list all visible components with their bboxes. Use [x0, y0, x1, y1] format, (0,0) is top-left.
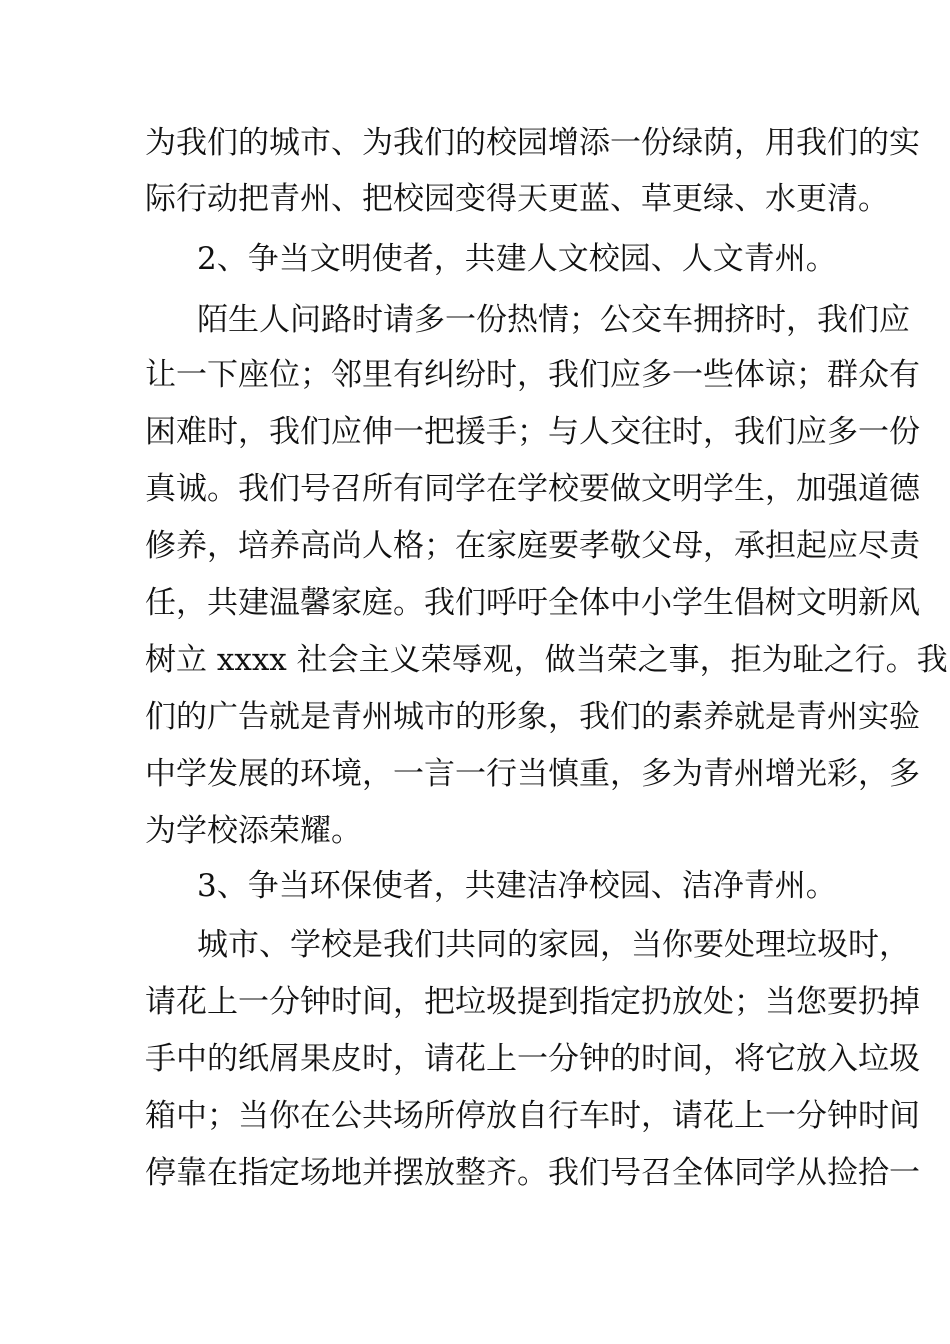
text-line-12: 中学发展的环境，一言一行当慎重，多为青州增光彩，多 — [145, 756, 920, 792]
text-line-11: 们的广告就是青州城市的形象，我们的素养就是青州实验 — [145, 699, 920, 735]
text-line-7: 真诚。我们号召所有同学在学校要做文明学生，加强道德 — [145, 471, 920, 507]
text-line-5: 让一下座位；邻里有纠纷时，我们应多一些体谅；群众有 — [145, 357, 920, 393]
text-line-1: 为我们的城市、为我们的校园增添一份绿荫，用我们的实 — [145, 125, 920, 161]
text-line-8: 修养，培养高尚人格；在家庭要孝敬父母，承担起应尽责 — [145, 528, 920, 564]
text-line-15: 城市、学校是我们共同的家园，当你要处理垃圾时， — [197, 927, 910, 963]
text-line-17: 手中的纸屑果皮时，请花上一分钟的时间，将它放入垃圾 — [145, 1041, 920, 1077]
section-heading-2: 2、争当文明使者，共建人文校园、人文青州。 — [197, 241, 837, 277]
text-line-9: 任，共建温馨家庭。我们呼吁全体中小学生倡树文明新风 — [145, 585, 920, 621]
text-line-16: 请花上一分钟时间，把垃圾提到指定扔放处；当您要扔掉 — [145, 984, 920, 1020]
text-line-6: 困难时，我们应伸一把援手；与人交往时，我们应多一份 — [145, 414, 920, 450]
text-line-19: 停靠在指定场地并摆放整齐。我们号召全体同学从捡拾一 — [145, 1155, 920, 1191]
text-line-13: 为学校添荣耀。 — [145, 813, 362, 849]
text-line-2: 际行动把青州、把校园变得天更蓝、草更绿、水更清。 — [145, 181, 889, 217]
text-line-18: 箱中；当你在公共场所停放自行车时，请花上一分钟时间 — [145, 1098, 920, 1134]
text-line-10: 树立 xxxx 社会主义荣辱观，做当荣之事，拒为耻之行。我 — [145, 642, 948, 678]
section-heading-3: 3、争当环保使者，共建洁净校园、洁净青州。 — [197, 868, 837, 904]
text-line-4: 陌生人问路时请多一份热情；公交车拥挤时，我们应 — [197, 302, 910, 338]
